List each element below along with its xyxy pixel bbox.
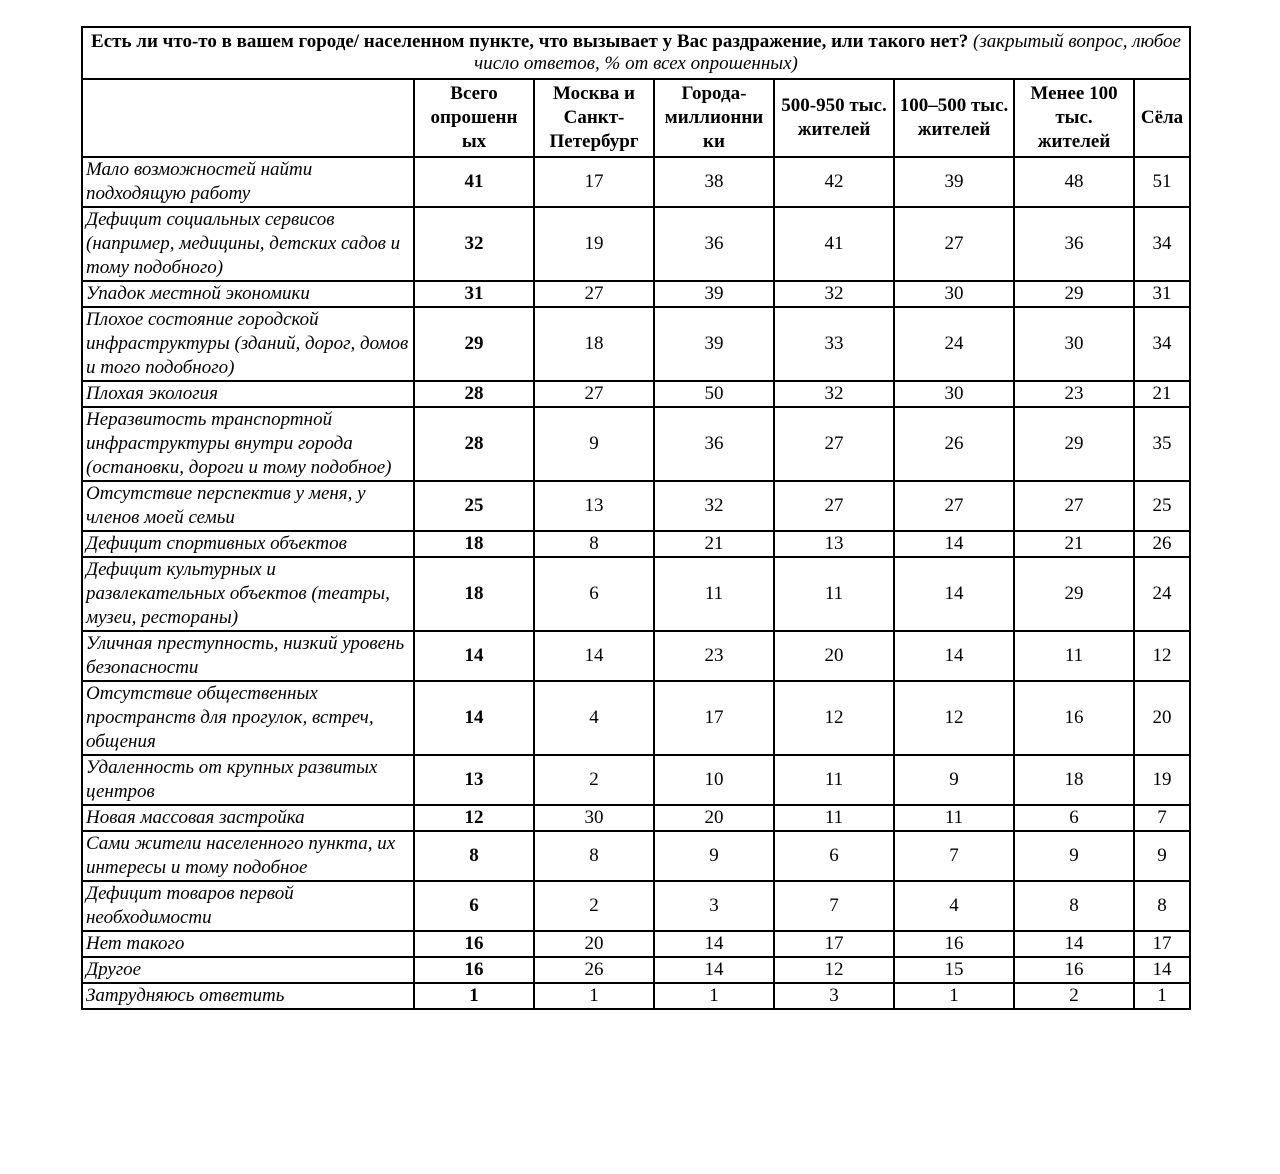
value-cell: 9 <box>1014 831 1134 881</box>
row-label: Другое <box>82 957 414 983</box>
value-cell: 24 <box>894 307 1014 381</box>
total-value-cell: 13 <box>414 755 534 805</box>
value-cell: 21 <box>1134 381 1190 407</box>
value-cell: 38 <box>654 157 774 207</box>
row-label: Неразвитость транспортной инфраструктуры внутри города (остановки, дороги и тому подобное) <box>82 407 414 481</box>
value-cell: 11 <box>774 805 894 831</box>
value-cell: 12 <box>894 681 1014 755</box>
value-cell: 27 <box>774 481 894 531</box>
total-value-cell: 6 <box>414 881 534 931</box>
table-row <box>82 983 1190 1009</box>
value-cell: 27 <box>534 281 654 307</box>
value-cell: 17 <box>654 681 774 755</box>
value-cell: 14 <box>894 531 1014 557</box>
row-label: Плохая экология <box>82 381 414 407</box>
value-cell: 32 <box>654 481 774 531</box>
value-cell: 20 <box>654 805 774 831</box>
header-million-cities: Города-миллионни ки <box>654 79 774 157</box>
header-under-100: Менее 100 тыс. жителей <box>1014 79 1134 157</box>
row-label: Плохое состояние городской инфраструктуры (зданий, дорог, домов и того подобного) <box>82 307 414 381</box>
value-cell: 35 <box>1134 407 1190 481</box>
survey-table <box>81 26 1191 1010</box>
value-cell: 11 <box>1014 631 1134 681</box>
value-cell: 41 <box>774 207 894 281</box>
value-cell: 16 <box>1014 957 1134 983</box>
total-value-cell: 1 <box>414 983 534 1009</box>
value-cell: 36 <box>654 407 774 481</box>
value-cell: 29 <box>1014 557 1134 631</box>
value-cell: 33 <box>774 307 894 381</box>
row-label: Дефицит товаров первой необходимости <box>82 881 414 931</box>
row-label: Затрудняюсь ответить <box>82 983 414 1009</box>
value-cell: 36 <box>1014 207 1134 281</box>
value-cell: 26 <box>534 957 654 983</box>
value-cell: 13 <box>534 481 654 531</box>
total-value-cell: 14 <box>414 681 534 755</box>
value-cell: 11 <box>774 557 894 631</box>
value-cell: 19 <box>1134 755 1190 805</box>
value-cell: 1 <box>1134 983 1190 1009</box>
table-row <box>82 755 1190 805</box>
table-row <box>82 157 1190 207</box>
header-100-500: 100–500 тыс. жителей <box>894 79 1014 157</box>
value-cell: 26 <box>894 407 1014 481</box>
value-cell: 34 <box>1134 307 1190 381</box>
value-cell: 11 <box>894 805 1014 831</box>
value-cell: 39 <box>654 281 774 307</box>
table-row <box>82 831 1190 881</box>
total-value-cell: 14 <box>414 631 534 681</box>
header-moscow-spb: Москва и Санкт-Петербург <box>534 79 654 157</box>
total-value-cell: 31 <box>414 281 534 307</box>
table-row <box>82 407 1190 481</box>
value-cell: 24 <box>1134 557 1190 631</box>
value-cell: 23 <box>654 631 774 681</box>
total-value-cell: 16 <box>414 957 534 983</box>
table-row <box>82 957 1190 983</box>
total-value-cell: 41 <box>414 157 534 207</box>
value-cell: 34 <box>1134 207 1190 281</box>
value-cell: 23 <box>1014 381 1134 407</box>
value-cell: 32 <box>774 281 894 307</box>
value-cell: 27 <box>1014 481 1134 531</box>
value-cell: 31 <box>1134 281 1190 307</box>
value-cell: 14 <box>654 931 774 957</box>
header-villages: Сёла <box>1134 79 1190 157</box>
table-row <box>82 805 1190 831</box>
row-label: Новая массовая застройка <box>82 805 414 831</box>
value-cell: 2 <box>534 755 654 805</box>
row-label: Дефицит культурных и развлекательных объектов (театры, музеи, рестораны) <box>82 557 414 631</box>
value-cell: 12 <box>1134 631 1190 681</box>
value-cell: 17 <box>774 931 894 957</box>
total-value-cell: 12 <box>414 805 534 831</box>
value-cell: 36 <box>654 207 774 281</box>
value-cell: 30 <box>534 805 654 831</box>
value-cell: 21 <box>654 531 774 557</box>
header-label-empty <box>82 79 414 157</box>
value-cell: 16 <box>1014 681 1134 755</box>
title-row <box>82 27 1190 79</box>
value-cell: 6 <box>534 557 654 631</box>
value-cell: 42 <box>774 157 894 207</box>
value-cell: 14 <box>534 631 654 681</box>
table-row <box>82 481 1190 531</box>
total-value-cell: 18 <box>414 557 534 631</box>
value-cell: 20 <box>1134 681 1190 755</box>
value-cell: 1 <box>534 983 654 1009</box>
value-cell: 14 <box>894 631 1014 681</box>
header-total: Всего опрошенн ых <box>414 79 534 157</box>
value-cell: 14 <box>1014 931 1134 957</box>
value-cell: 50 <box>654 381 774 407</box>
table-row <box>82 307 1190 381</box>
row-label: Удаленность от крупных развитых центров <box>82 755 414 805</box>
table-row <box>82 207 1190 281</box>
value-cell: 39 <box>894 157 1014 207</box>
value-cell: 39 <box>654 307 774 381</box>
value-cell: 4 <box>894 881 1014 931</box>
value-cell: 12 <box>774 681 894 755</box>
value-cell: 27 <box>774 407 894 481</box>
table-row <box>82 631 1190 681</box>
row-label: Уличная преступность, низкий уровень безопасности <box>82 631 414 681</box>
total-value-cell: 28 <box>414 407 534 481</box>
value-cell: 9 <box>534 407 654 481</box>
total-value-cell: 28 <box>414 381 534 407</box>
value-cell: 1 <box>654 983 774 1009</box>
total-value-cell: 25 <box>414 481 534 531</box>
value-cell: 6 <box>774 831 894 881</box>
value-cell: 8 <box>534 831 654 881</box>
table-row <box>82 531 1190 557</box>
value-cell: 7 <box>774 881 894 931</box>
value-cell: 30 <box>894 281 1014 307</box>
value-cell: 20 <box>534 931 654 957</box>
value-cell: 29 <box>1014 281 1134 307</box>
row-label: Дефицит социальных сервисов (например, медицины, детских садов и тому подобного) <box>82 207 414 281</box>
table-title <box>82 27 1190 79</box>
value-cell: 2 <box>534 881 654 931</box>
value-cell: 19 <box>534 207 654 281</box>
row-label: Отсутствие общественных пространств для прогулок, встреч, общения <box>82 681 414 755</box>
value-cell: 17 <box>534 157 654 207</box>
row-label: Мало возможностей найти подходящую работу <box>82 157 414 207</box>
value-cell: 6 <box>1014 805 1134 831</box>
value-cell: 9 <box>654 831 774 881</box>
survey-document <box>81 26 1189 1010</box>
value-cell: 7 <box>1134 805 1190 831</box>
table-row <box>82 931 1190 957</box>
value-cell: 3 <box>774 983 894 1009</box>
table-row <box>82 281 1190 307</box>
value-cell: 27 <box>894 481 1014 531</box>
value-cell: 27 <box>894 207 1014 281</box>
value-cell: 21 <box>1014 531 1134 557</box>
table-row <box>82 557 1190 631</box>
value-cell: 10 <box>654 755 774 805</box>
value-cell: 29 <box>1014 407 1134 481</box>
value-cell: 17 <box>1134 931 1190 957</box>
value-cell: 27 <box>534 381 654 407</box>
value-cell: 18 <box>1014 755 1134 805</box>
value-cell: 14 <box>1134 957 1190 983</box>
table-row <box>82 381 1190 407</box>
value-cell: 14 <box>654 957 774 983</box>
total-value-cell: 18 <box>414 531 534 557</box>
row-label: Упадок местной экономики <box>82 281 414 307</box>
value-cell: 8 <box>1014 881 1134 931</box>
value-cell: 11 <box>654 557 774 631</box>
value-cell: 15 <box>894 957 1014 983</box>
value-cell: 18 <box>534 307 654 381</box>
value-cell: 20 <box>774 631 894 681</box>
row-label: Сами жители населенного пункта, их интересы и тому подобное <box>82 831 414 881</box>
question-note: (закрытый вопрос, любое число ответов, % от всех опрошенных) <box>474 31 1181 74</box>
value-cell: 32 <box>774 381 894 407</box>
table-row <box>82 881 1190 931</box>
table-row <box>82 681 1190 755</box>
header-row <box>82 79 1190 157</box>
value-cell: 26 <box>1134 531 1190 557</box>
row-label: Дефицит спортивных объектов <box>82 531 414 557</box>
value-cell: 16 <box>894 931 1014 957</box>
value-cell: 8 <box>1134 881 1190 931</box>
value-cell: 13 <box>774 531 894 557</box>
value-cell: 2 <box>1014 983 1134 1009</box>
total-value-cell: 8 <box>414 831 534 881</box>
value-cell: 30 <box>1014 307 1134 381</box>
value-cell: 30 <box>894 381 1014 407</box>
question-text: Есть ли что-то в вашем городе/ населенном пункте, что вызывает у Вас раздражение, или такого нет? <box>91 31 969 52</box>
value-cell: 8 <box>534 531 654 557</box>
value-cell: 25 <box>1134 481 1190 531</box>
value-cell: 3 <box>654 881 774 931</box>
value-cell: 9 <box>894 755 1014 805</box>
value-cell: 14 <box>894 557 1014 631</box>
row-label: Отсутствие перспектив у меня, у членов моей семьи <box>82 481 414 531</box>
value-cell: 9 <box>1134 831 1190 881</box>
value-cell: 48 <box>1014 157 1134 207</box>
total-value-cell: 32 <box>414 207 534 281</box>
value-cell: 51 <box>1134 157 1190 207</box>
value-cell: 7 <box>894 831 1014 881</box>
header-500-950: 500-950 тыс. жителей <box>774 79 894 157</box>
value-cell: 11 <box>774 755 894 805</box>
total-value-cell: 16 <box>414 931 534 957</box>
value-cell: 4 <box>534 681 654 755</box>
row-label: Нет такого <box>82 931 414 957</box>
total-value-cell: 29 <box>414 307 534 381</box>
value-cell: 12 <box>774 957 894 983</box>
value-cell: 1 <box>894 983 1014 1009</box>
